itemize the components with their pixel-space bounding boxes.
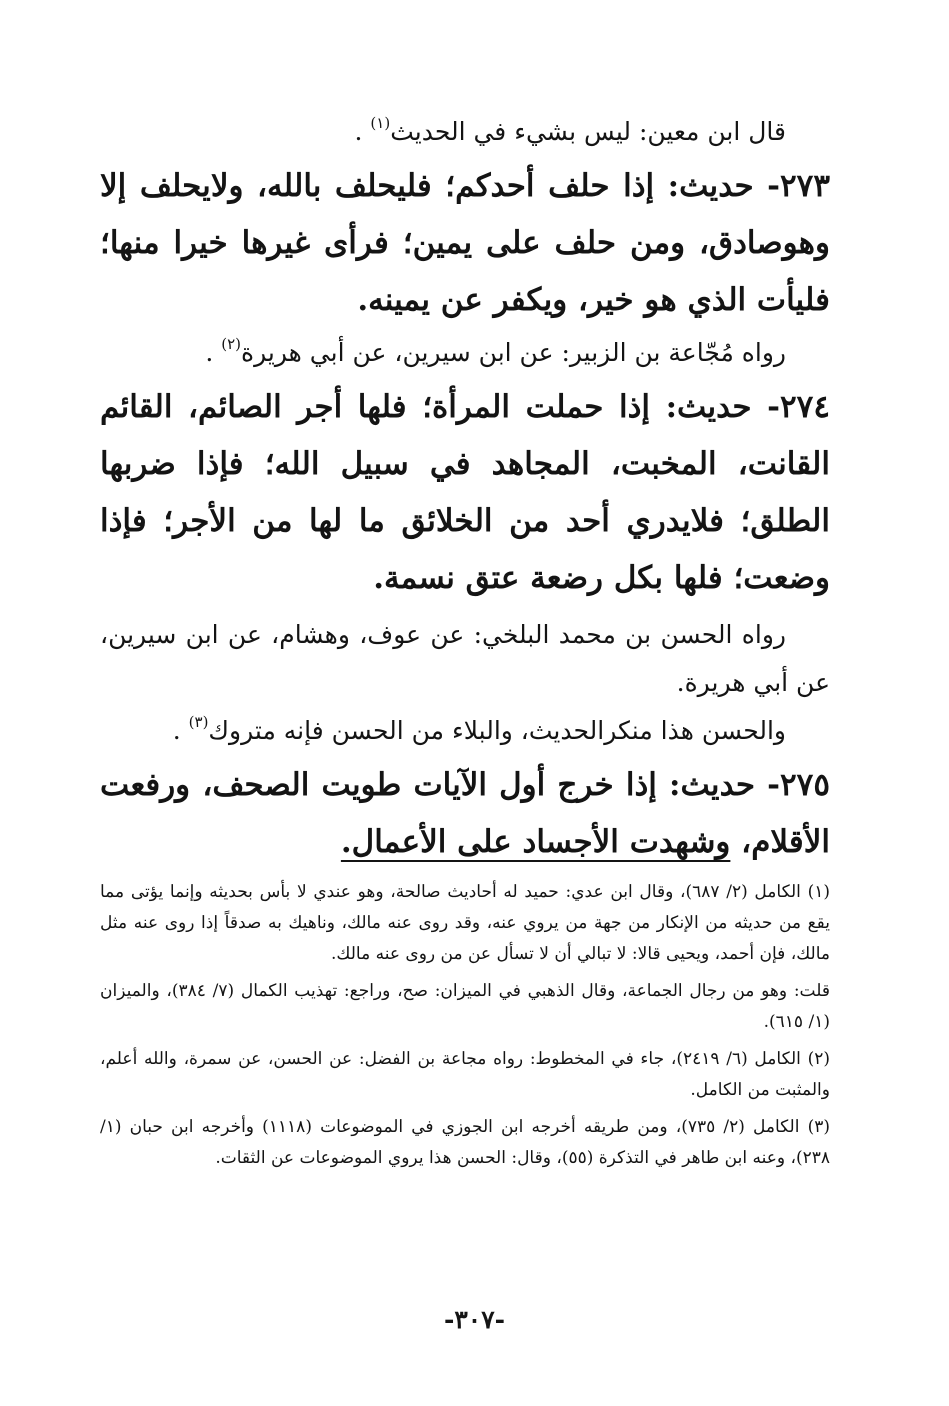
intro-paragraph [100, 108, 830, 156]
hadith-text-274: حديث: إذا حملت المرأة؛ فلها أجر الصائم، القائم القانت، المخبت، المجاهد في سبيل الله؛ فإذا ضربها الطلق؛ فلايدري أحد من الخلائق ما لها من الأجر؛ فإذا وضعت؛ فلها بكل رضعة عتق نسمة. [100, 389, 830, 596]
narration-273 [100, 329, 830, 377]
narration-274-text: رواه الحسن بن محمد البلخي: عن عوف، وهشام، عن ابن سيرين، عن أبي هريرة. [100, 620, 830, 697]
hadith-number-274: ٢٧٤- [751, 389, 830, 425]
intro-end: . [354, 117, 363, 146]
footnote-1-note: قلت: وهو من رجال الجماعة، وقال الذهبي في الميزان: صح، وراجع: تهذيب الكمال (٧/ ٣٨٤)، والميزان (١/ ٦١٥). [100, 981, 830, 1032]
footnotes-section [100, 877, 830, 1174]
grading-274-text: والحسن هذا منكرالحديث، والبلاء من الحسن فإنه متروك [208, 716, 786, 745]
page-body [100, 108, 830, 1180]
footnote-ref-3[interactable]: (٣) [188, 713, 209, 731]
intro-text: قال ابن معين: ليس بشيء في الحديث [390, 117, 786, 146]
footnote-3: (٣) الكامل (٢/ ٧٣٥)، ومن طريقه أخرجه ابن الجوزي في الموضوعات (١١١٨) وأخرجه ابن حبان (١/ ٢٣٨)، وعنه ابن طاهر في التذكرة (٥٥)، وقال: الحسن هذا يروي الموضوعات عن الثقات. [100, 1117, 830, 1168]
footnote-ref-1[interactable]: (١) [370, 114, 391, 132]
hadith-273 [100, 158, 830, 329]
grading-274-end: . [172, 716, 181, 745]
hadith-text-275: حديث: إذا خرج أول الآيات طويت الصحف، ورفعت الأقلام، [100, 767, 830, 860]
footnote-2: (٢) الكامل (٦/ ٢٤١٩)، جاء في المخطوط: رواه مجاعة بن الفضل: عن الحسن، عن سمرة، والله أعلم، والمثبت من الكامل. [100, 1049, 830, 1100]
hadith-text-273: حديث: إذا حلف أحدكم؛ فليحلف بالله، ولايحلف إلا وهوصادق، ومن حلف على يمين؛ فرأى غيرها خيرا منها؛ فليأت الذي هو خير، ويكفر عن يمينه. [100, 168, 830, 318]
hadith-text-275-underlined: وشهدت الأجساد على الأعمال. [340, 824, 731, 860]
narration-273-end: . [205, 338, 214, 367]
footnote-ref-2[interactable]: (٢) [221, 335, 242, 353]
grading-274 [100, 707, 830, 755]
footnote-1: (١) الكامل (٢/ ٦٨٧)، وقال ابن عدي: حميد له أحاديث صالحة، وهو عندي لا بأس بحديثه وإنما يؤتى مما يقع من حديثه من الإنكار من جهة من يروي عنه، وقد روى عنه مالك، وناهيك به صدقاً إذا روى عنه مثل مالك، فإن أحمد، ويحيى قالا: لا تبالي أن لا تسأل عن من روى عنه مالك. [100, 882, 830, 964]
hadith-number-273: ٢٧٣- [753, 168, 830, 204]
page-number: -٣٠٧- [443, 1305, 506, 1334]
hadith-275 [100, 757, 830, 871]
hadith-number-275: ٢٧٥- [755, 767, 830, 803]
narration-274 [100, 611, 830, 707]
hadith-274 [100, 379, 830, 607]
narration-273-text: رواه مُجّاعة بن الزبير: عن ابن سيرين، عن أبي هريرة [241, 338, 786, 367]
